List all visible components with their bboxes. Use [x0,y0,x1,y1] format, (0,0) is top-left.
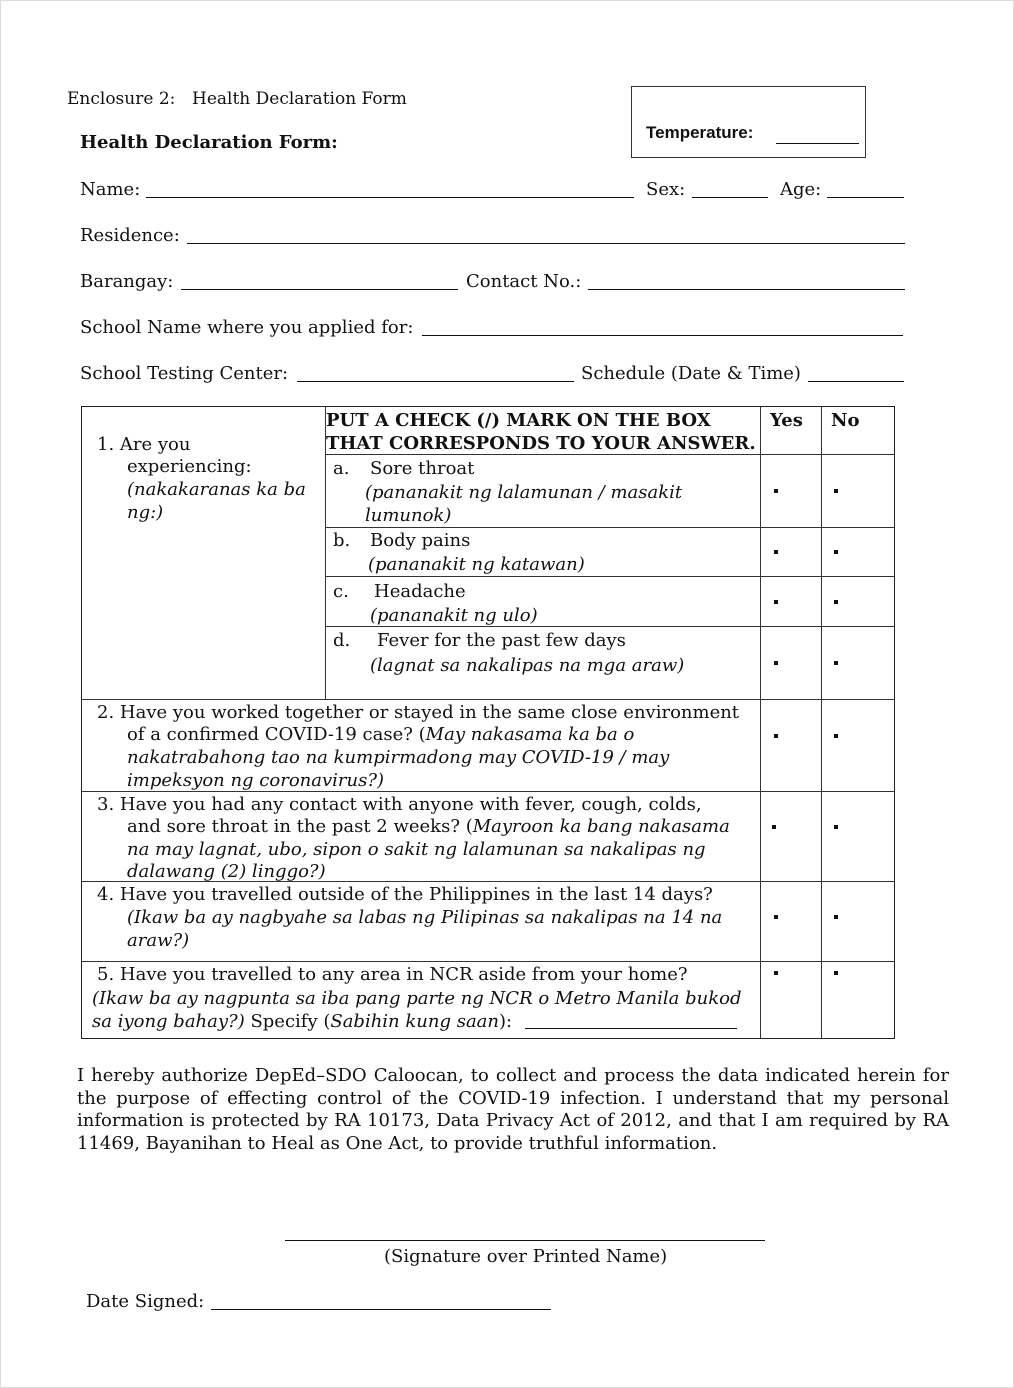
q1b-yes-checkbox[interactable] [774,550,778,554]
q1d-no-checkbox[interactable] [834,661,838,665]
symptom-translation: lumunok) [365,505,452,526]
temperature-label: Temperature: [646,123,754,142]
question-5-translation: (Ikaw ba ay nagpunta sa iba pang parte ng NCR o Metro Manila bukod [92,988,742,1009]
school-name-label: School Name where you applied for: [80,317,414,338]
question-5-specify: sa iyong bahay?) Specify (Sabihin kung saan): [92,1011,513,1032]
q4-no-checkbox[interactable] [834,915,838,919]
question-3: and sore throat in the past 2 weeks? (Mayroon ka bang nakasama [127,816,730,837]
q2-no-checkbox[interactable] [834,734,838,738]
temperature-field[interactable] [776,143,859,144]
contact-field[interactable] [588,289,905,290]
date-signed-label: Date Signed: [86,1291,205,1312]
q1c-yes-checkbox[interactable] [774,600,778,604]
signature-field[interactable] [285,1240,765,1241]
name-field[interactable] [146,197,634,198]
sex-label: Sex: [646,179,686,200]
question-1: experiencing: [127,456,252,477]
no-header: No [831,410,860,431]
q4-yes-checkbox[interactable] [774,915,778,919]
table-divider [82,961,894,962]
form-title: Health Declaration Form: [80,132,338,153]
question-2: 2. Have you worked together or stayed in the same close environment [97,702,740,723]
question-4-translation: (Ikaw ba ay nagbyahe sa labas ng Pilipinas sa nakalipas na 14 na [127,907,723,928]
symptom-translation: (pananakit ng katawan) [368,554,585,575]
symptom-name: Body pains [370,530,471,551]
q1a-no-checkbox[interactable] [834,489,838,493]
q5-no-checkbox[interactable] [834,971,838,975]
yes-header: Yes [770,410,803,431]
table-divider [82,699,894,700]
question-4-translation: araw?) [127,930,190,951]
table-instruction: PUT A CHECK (/) MARK ON THE BOX [326,410,711,431]
question-3: 3. Have you had any contact with anyone with fever, cough, colds, [97,794,702,815]
symptom-letter: b. [333,530,351,551]
question-1-translation: (nakakaranas ka ba [127,479,306,500]
name-label: Name: [80,179,141,200]
question-3-translation: na may lagnat, ubo, sipon o sakit ng lalamunan sa nakalipas ng [127,839,706,860]
schedule-label: Schedule (Date & Time) [581,363,801,384]
residence-field[interactable] [187,243,905,244]
residence-label: Residence: [80,225,180,246]
symptom-translation: (pananakit ng ulo) [370,605,538,626]
age-field[interactable] [827,197,904,198]
symptom-translation: (lagnat sa nakalipas na mga araw) [370,655,685,676]
symptom-translation: (pananakit ng lalamunan / masakit [365,482,683,503]
specify-field[interactable] [525,1028,737,1029]
table-divider [325,576,894,577]
q1a-yes-checkbox[interactable] [774,489,778,493]
age-label: Age: [780,179,822,200]
q3-no-checkbox[interactable] [834,825,838,829]
enclosure-title: Health Declaration Form [192,89,407,109]
table-divider [325,527,894,528]
table-instruction: THAT CORRESPONDS TO YOUR ANSWER. [326,433,756,454]
contact-label: Contact No.: [466,271,582,292]
question-5: 5. Have you travelled to any area in NCR aside from your home? [97,964,688,985]
question-3-translation: dalawang (2) linggo?) [127,861,326,882]
question-1-translation: ng:) [127,502,164,523]
question-2-translation: impeksyon ng coronavirus?) [127,770,385,791]
enclosure-label: Enclosure 2: [67,89,176,109]
symptom-name: Headache [374,581,466,602]
symptom-letter: c. [333,581,349,602]
sex-field[interactable] [692,197,768,198]
authorization-text: I hereby authorize DepEd–SDO Caloocan, to collect and process the data indicated herein for the purpose of effecting control of the COVID-19 infection. I understand that my personal information is protected by RA 10173, Data Privacy Act of 2012, and that I am required by RA 11469, Bayanihan to Heal as One Act, to provide truthful information. [77,1065,949,1154]
schedule-field[interactable] [808,381,904,382]
school-name-field[interactable] [422,335,903,336]
table-divider [821,407,822,1038]
symptom-letter: a. [333,458,350,479]
question-2-translation: nakatrabahong tao na kumpirmadong may COVID-19 / may [127,747,670,768]
symptom-letter: d. [333,630,351,651]
signature-label: (Signature over Printed Name) [384,1246,668,1267]
table-divider [760,407,761,1038]
q2-yes-checkbox[interactable] [774,734,778,738]
barangay-field[interactable] [181,289,458,290]
temperature-box [631,86,866,158]
q1d-yes-checkbox[interactable] [774,661,778,665]
testing-center-field[interactable] [297,381,574,382]
q5-yes-checkbox[interactable] [774,971,778,975]
question-2: of a confirmed COVID-19 case? (May nakasama ka ba o [127,724,635,745]
q1b-no-checkbox[interactable] [834,550,838,554]
question-1: 1. Are you [97,434,191,455]
q1c-no-checkbox[interactable] [834,600,838,604]
testing-center-label: School Testing Center: [80,363,289,384]
symptom-name: Sore throat [370,458,475,479]
symptom-table [81,406,895,1039]
question-4: 4. Have you travelled outside of the Philippines in the last 14 days? [97,884,713,905]
symptom-name: Fever for the past few days [377,630,626,651]
date-signed-field[interactable] [211,1309,551,1310]
q3-yes-checkbox[interactable] [772,825,776,829]
barangay-label: Barangay: [80,271,174,292]
